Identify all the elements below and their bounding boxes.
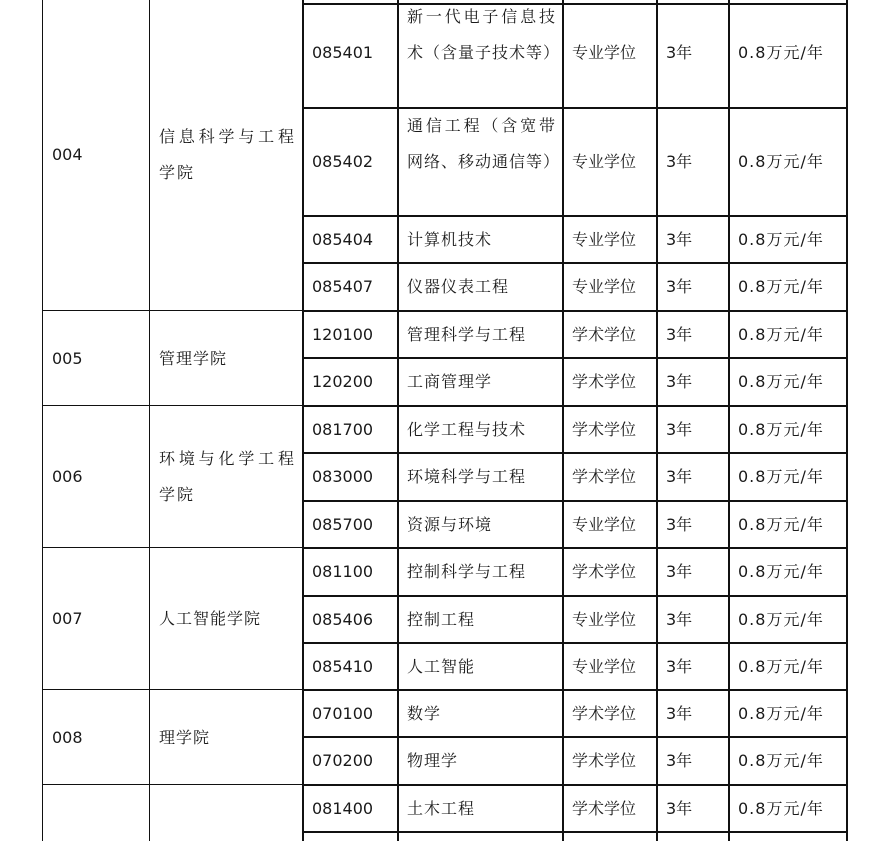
college-name-cell: 管理学院 <box>159 348 228 368</box>
major-name-cell: 环境科学与工程 <box>407 467 527 486</box>
tuition-cell: 0.8万元/年 <box>738 229 824 249</box>
major-code-cell: 085407 <box>312 277 374 296</box>
tuition-cell: 0.8万元/年 <box>738 514 824 534</box>
row-divider <box>302 736 848 738</box>
major-code-cell: 085700 <box>312 514 374 534</box>
degree-type-cell: 专业学位 <box>572 152 637 171</box>
row-divider <box>302 357 848 359</box>
major-code-cell: 081100 <box>312 562 374 581</box>
college-code-cell: 005 <box>52 348 83 368</box>
major-name-cell: 控制工程 <box>407 609 476 629</box>
college-code-cell: 007 <box>52 609 83 628</box>
tuition-cell: 0.8万元/年 <box>738 798 824 818</box>
major-name-cell: 新一代电子信息技术（含量子技术等） <box>407 7 561 62</box>
group-divider <box>42 784 302 785</box>
major-code-cell: 120100 <box>312 324 374 344</box>
major-name-cell: 仪器仪表工程 <box>407 277 510 296</box>
column-border <box>728 0 730 841</box>
degree-type-cell: 专业学位 <box>572 609 637 629</box>
row-divider <box>302 547 848 549</box>
degree-type-cell: 学术学位 <box>572 324 637 344</box>
column-border <box>149 0 150 841</box>
duration-cell: 3年 <box>666 467 693 486</box>
row-divider <box>302 595 848 597</box>
row-divider <box>302 452 848 454</box>
row-divider <box>302 215 848 217</box>
group-divider <box>42 547 302 548</box>
tuition-cell: 0.8万元/年 <box>738 703 824 723</box>
column-border <box>42 0 43 841</box>
major-code-cell: 085404 <box>312 229 374 249</box>
column-border <box>846 0 848 841</box>
row-divider <box>302 262 848 264</box>
major-name-cell: 工商管理学 <box>407 372 493 391</box>
major-code-cell: 120200 <box>312 372 374 391</box>
row-divider <box>302 831 848 833</box>
duration-cell: 3年 <box>666 372 693 391</box>
major-code-cell: 085402 <box>312 152 374 171</box>
top-border <box>302 3 848 5</box>
row-divider <box>302 310 848 312</box>
major-name-cell: 控制科学与工程 <box>407 562 527 581</box>
duration-cell: 3年 <box>666 419 693 439</box>
major-name-cell: 土木工程 <box>407 798 476 818</box>
tuition-cell: 0.8万元/年 <box>738 277 824 296</box>
duration-cell: 3年 <box>666 609 693 629</box>
duration-cell: 3年 <box>666 277 693 296</box>
tuition-cell: 0.8万元/年 <box>738 609 824 629</box>
duration-cell: 3年 <box>666 798 693 818</box>
degree-type-cell: 专业学位 <box>572 43 637 62</box>
row-divider <box>302 642 848 644</box>
degree-type-cell: 专业学位 <box>572 656 637 676</box>
tuition-cell: 0.8万元/年 <box>738 152 824 171</box>
row-divider <box>302 107 848 109</box>
group-divider <box>42 310 302 311</box>
degree-type-cell: 学术学位 <box>572 798 637 818</box>
major-code-cell: 081700 <box>312 419 374 439</box>
degree-type-cell: 学术学位 <box>572 703 637 723</box>
row-divider <box>302 784 848 786</box>
degree-type-cell: 专业学位 <box>572 277 637 296</box>
column-border <box>302 0 304 841</box>
degree-type-cell: 专业学位 <box>572 514 637 534</box>
major-name-cell: 资源与环境 <box>407 514 493 534</box>
group-divider <box>42 689 302 690</box>
major-name-cell: 化学工程与技术 <box>407 419 527 439</box>
duration-cell: 3年 <box>666 562 693 581</box>
major-code-cell: 085406 <box>312 609 374 629</box>
college-code-cell: 006 <box>52 467 83 486</box>
tuition-cell: 0.8万元/年 <box>738 562 824 581</box>
duration-cell: 3年 <box>666 324 693 344</box>
degree-type-cell: 学术学位 <box>572 562 637 581</box>
major-name-cell: 管理科学与工程 <box>407 324 527 344</box>
degree-type-cell: 学术学位 <box>572 372 637 391</box>
major-code-cell: 070200 <box>312 751 374 770</box>
major-name-cell: 计算机技术 <box>407 229 493 249</box>
major-code-cell: 083000 <box>312 467 374 486</box>
degree-type-cell: 学术学位 <box>572 751 637 770</box>
degree-type-cell: 专业学位 <box>572 229 637 249</box>
row-divider <box>302 500 848 502</box>
college-name-cell: 理学院 <box>159 727 211 747</box>
major-name-cell: 物理学 <box>407 751 459 770</box>
college-code-cell: 004 <box>52 144 83 164</box>
duration-cell: 3年 <box>666 43 693 62</box>
major-code-cell: 085410 <box>312 656 374 676</box>
tuition-cell: 0.8万元/年 <box>738 656 824 676</box>
major-name-cell: 数学 <box>407 703 442 723</box>
degree-type-cell: 学术学位 <box>572 419 637 439</box>
major-name-cell: 人工智能 <box>407 656 476 676</box>
major-name-cell: 通信工程（含宽带网络、移动通信等） <box>407 116 561 171</box>
duration-cell: 3年 <box>666 703 693 723</box>
row-divider <box>302 405 848 407</box>
tuition-cell: 0.8万元/年 <box>738 751 824 770</box>
duration-cell: 3年 <box>666 656 693 676</box>
column-border <box>562 0 564 841</box>
column-border <box>397 0 399 841</box>
college-name-cell: 环境与化学工程学院 <box>159 449 296 504</box>
major-code-cell: 070100 <box>312 703 374 723</box>
college-name-cell: 人工智能学院 <box>159 609 262 628</box>
duration-cell: 3年 <box>666 152 693 171</box>
tuition-cell: 0.8万元/年 <box>738 467 824 486</box>
row-divider <box>302 689 848 691</box>
tuition-cell: 0.8万元/年 <box>738 419 824 439</box>
tuition-cell: 0.8万元/年 <box>738 43 824 62</box>
duration-cell: 3年 <box>666 514 693 534</box>
degree-type-cell: 学术学位 <box>572 467 637 486</box>
college-code-cell: 008 <box>52 727 83 747</box>
major-code-cell: 081400 <box>312 798 374 818</box>
duration-cell: 3年 <box>666 229 693 249</box>
tuition-cell: 0.8万元/年 <box>738 324 824 344</box>
tuition-cell: 0.8万元/年 <box>738 372 824 391</box>
group-divider <box>42 405 302 406</box>
college-name-cell: 信息科学与工程学院 <box>159 126 296 182</box>
duration-cell: 3年 <box>666 751 693 770</box>
major-code-cell: 085401 <box>312 43 374 62</box>
column-border <box>656 0 658 841</box>
